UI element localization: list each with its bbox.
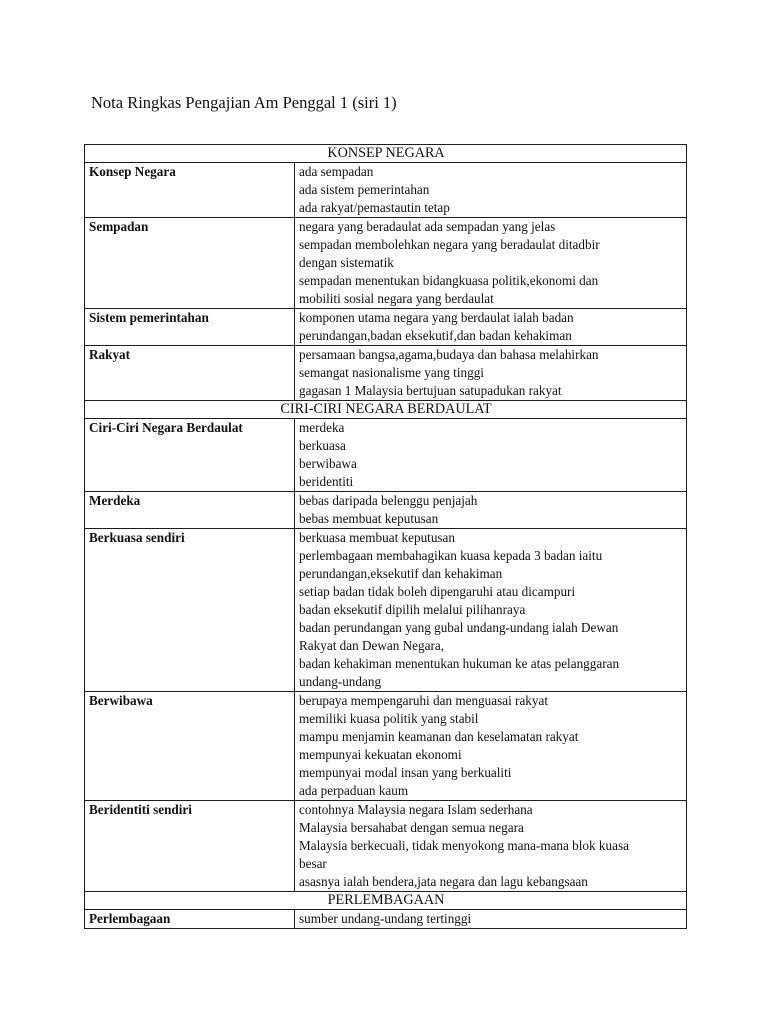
point-line: badan perundangan yang gubal undang-undang ialah Dewan xyxy=(299,620,619,635)
table-row xyxy=(85,692,687,801)
term-label: Sistem pemerintahan xyxy=(89,310,209,325)
term-cell xyxy=(85,163,295,218)
point-line: sempadan membolehkan negara yang beradaulat ditadbir xyxy=(299,237,600,252)
points-cell xyxy=(295,163,687,218)
point-line: setiap badan tidak boleh dipengaruhi atau dicampuri xyxy=(299,584,576,599)
table-row xyxy=(85,910,687,929)
term-label: Beridentiti sendiri xyxy=(89,802,192,817)
term-cell xyxy=(85,801,295,892)
point-line: komponen utama negara yang berdaulat ialah badan xyxy=(299,310,574,325)
point-line: mobiliti sosial negara yang berdaulat xyxy=(299,291,494,306)
points-cell xyxy=(295,529,687,692)
term-cell xyxy=(85,492,295,529)
point-line: berkuasa membuat keputusan xyxy=(299,530,456,545)
point-line: asasnya ialah bendera,jata negara dan lagu kebangsaan xyxy=(299,874,588,889)
point-line: semangat nasionalisme yang tinggi xyxy=(299,365,484,380)
term-label: Sempadan xyxy=(89,219,149,234)
point-line: undang-undang xyxy=(299,674,382,689)
point-line: merdeka xyxy=(299,420,345,435)
point-line: bebas membuat keputusan xyxy=(299,511,439,526)
point-line: badan kehakiman menentukan hukuman ke atas pelanggaran xyxy=(299,656,620,671)
points-cell xyxy=(295,309,687,346)
point-line: Malaysia bersahabat dengan semua negara xyxy=(299,820,524,835)
section-heading: KONSEP NEGARA xyxy=(85,145,687,163)
point-line: Rakyat dan Dewan Negara, xyxy=(299,638,444,653)
points-cell xyxy=(295,218,687,309)
point-line: contohnya Malaysia negara Islam sederhana xyxy=(299,802,533,817)
term-cell xyxy=(85,529,295,692)
section-heading: PERLEMBAGAAN xyxy=(85,892,687,910)
point-line: perundangan,badan eksekutif,dan badan kehakiman xyxy=(299,328,572,343)
term-cell xyxy=(85,910,295,929)
point-line: badan eksekutif dipilih melalui pilihanraya xyxy=(299,602,526,617)
point-line: mempunyai modal insan yang berkualiti xyxy=(299,765,512,780)
point-line: perlembagaan membahagikan kuasa kepada 3 badan iaitu xyxy=(299,548,603,563)
section-header-row xyxy=(85,145,687,163)
point-line: besar xyxy=(299,856,327,871)
point-line: negara yang beradaulat ada sempadan yang jelas xyxy=(299,219,556,234)
section-heading: CIRI-CIRI NEGARA BERDAULAT xyxy=(85,401,687,419)
points-cell xyxy=(295,801,687,892)
term-cell xyxy=(85,309,295,346)
table-row xyxy=(85,309,687,346)
point-line: sempadan menentukan bidangkuasa politik,ekonomi dan xyxy=(299,273,599,288)
point-line: ada sistem pemerintahan xyxy=(299,182,430,197)
notes-table-body xyxy=(85,145,687,929)
term-cell xyxy=(85,346,295,401)
point-line: Malaysia berkecuali, tidak menyokong mana-mana blok kuasa xyxy=(299,838,629,853)
point-line: mempunyai kekuatan ekonomi xyxy=(299,747,462,762)
point-line: persamaan bangsa,agama,budaya dan bahasa melahirkan xyxy=(299,347,599,362)
section-header-row xyxy=(85,401,687,419)
table-row xyxy=(85,492,687,529)
term-label: Berwibawa xyxy=(89,693,153,708)
point-line: memiliki kuasa politik yang stabil xyxy=(299,711,479,726)
point-line: ada rakyat/pemastautin tetap xyxy=(299,200,450,215)
table-row xyxy=(85,346,687,401)
point-line: gagasan 1 Malaysia bertujuan satupadukan rakyat xyxy=(299,383,562,398)
term-label: Perlembagaan xyxy=(89,911,171,926)
table-row xyxy=(85,163,687,218)
point-line: mampu menjamin keamanan dan keselamatan rakyat xyxy=(299,729,579,744)
point-line: ada perpaduan kaum xyxy=(299,783,409,798)
term-label: Merdeka xyxy=(89,493,141,508)
point-line: perundangan,eksekutif dan kehakiman xyxy=(299,566,503,581)
term-label: Konsep Negara xyxy=(89,164,176,179)
points-cell xyxy=(295,492,687,529)
term-cell xyxy=(85,419,295,492)
points-cell xyxy=(295,346,687,401)
term-label: Berkuasa sendiri xyxy=(89,530,185,545)
table-row xyxy=(85,529,687,692)
term-label: Ciri-Ciri Negara Berdaulat xyxy=(89,420,243,435)
table-row xyxy=(85,801,687,892)
point-line: beridentiti xyxy=(299,474,354,489)
term-cell xyxy=(85,218,295,309)
term-cell xyxy=(85,692,295,801)
notes-table xyxy=(84,144,687,929)
table-row xyxy=(85,218,687,309)
table-row xyxy=(85,419,687,492)
section-header-row xyxy=(85,892,687,910)
point-line: sumber undang-undang tertinggi xyxy=(299,911,472,926)
document-title: Nota Ringkas Pengajian Am Penggal 1 (siri 1) xyxy=(91,93,397,112)
point-line: bebas daripada belenggu penjajah xyxy=(299,493,478,508)
points-cell xyxy=(295,692,687,801)
term-label: Rakyat xyxy=(89,347,131,362)
point-line: berwibawa xyxy=(299,456,357,471)
points-cell xyxy=(295,910,687,929)
point-line: berupaya mempengaruhi dan menguasai rakyat xyxy=(299,693,548,708)
point-line: ada sempadan xyxy=(299,164,374,179)
points-cell xyxy=(295,419,687,492)
point-line: dengan sistematik xyxy=(299,255,394,270)
point-line: berkuasa xyxy=(299,438,346,453)
